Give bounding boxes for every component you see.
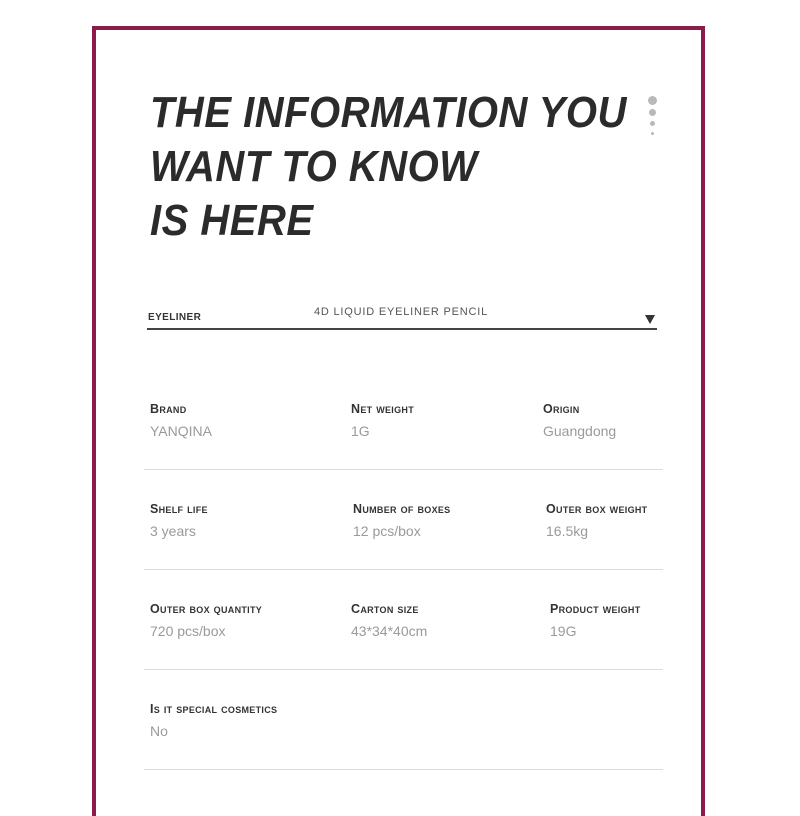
spec-number-of-boxes bbox=[353, 502, 450, 539]
spec-special-cosmetics bbox=[150, 702, 277, 739]
page-title bbox=[150, 86, 627, 248]
spec-value: Guangdong bbox=[543, 423, 617, 439]
dot bbox=[650, 121, 655, 126]
spec-value: 16.5kg bbox=[546, 523, 589, 539]
spec-label: Number of boxes bbox=[353, 502, 451, 516]
spec-label: Carton size bbox=[351, 602, 419, 616]
spec-label: Shelf life bbox=[150, 502, 208, 516]
spec-shelf-life bbox=[150, 502, 208, 539]
spec-label: Brand bbox=[150, 402, 187, 416]
spec-table bbox=[144, 370, 663, 770]
spec-label: Outer box quantity bbox=[150, 602, 263, 616]
spec-value: YANQINA bbox=[150, 423, 212, 439]
title-line-2: WANT TO KNOW bbox=[150, 143, 478, 191]
spec-label: Product weight bbox=[550, 602, 641, 616]
spec-value: No bbox=[150, 723, 168, 739]
spec-outer-box-weight bbox=[546, 502, 647, 539]
spec-value: 720 pcs/box bbox=[150, 623, 226, 639]
spec-label: Is it special cosmetics bbox=[150, 702, 278, 716]
spec-value: 1G bbox=[351, 423, 370, 439]
spec-net-weight bbox=[351, 402, 414, 439]
title-line-3: IS HERE bbox=[150, 197, 314, 245]
spec-origin bbox=[543, 402, 616, 439]
spec-value: 19G bbox=[550, 623, 577, 639]
dot bbox=[651, 132, 654, 135]
product-select[interactable] bbox=[147, 300, 657, 330]
category-label: EYELINER bbox=[148, 312, 202, 323]
triangle-down-icon[interactable] bbox=[645, 315, 655, 324]
spec-value: 43*34*40cm bbox=[351, 623, 428, 639]
spec-outer-box-quantity bbox=[150, 602, 262, 639]
spec-product-weight bbox=[550, 602, 641, 639]
spec-value: 12 pcs/box bbox=[353, 523, 421, 539]
dot bbox=[648, 96, 657, 105]
dot bbox=[649, 109, 656, 116]
selected-product: 4D LIQUID EYELINER PENCIL bbox=[314, 306, 489, 318]
spec-label: Outer box weight bbox=[546, 502, 648, 516]
spec-label: Origin bbox=[543, 402, 580, 416]
spec-brand bbox=[150, 402, 212, 439]
spec-row bbox=[144, 670, 663, 770]
spec-carton-size bbox=[351, 602, 427, 639]
title-line-1: THE INFORMATION YOU bbox=[150, 89, 627, 137]
select-underline bbox=[147, 328, 657, 330]
spec-row bbox=[144, 570, 663, 670]
spec-row bbox=[144, 370, 663, 470]
spec-label: Net weight bbox=[351, 402, 414, 416]
spec-value: 3 years bbox=[150, 523, 196, 539]
vertical-dots-icon[interactable] bbox=[647, 96, 659, 140]
spec-row bbox=[144, 470, 663, 570]
